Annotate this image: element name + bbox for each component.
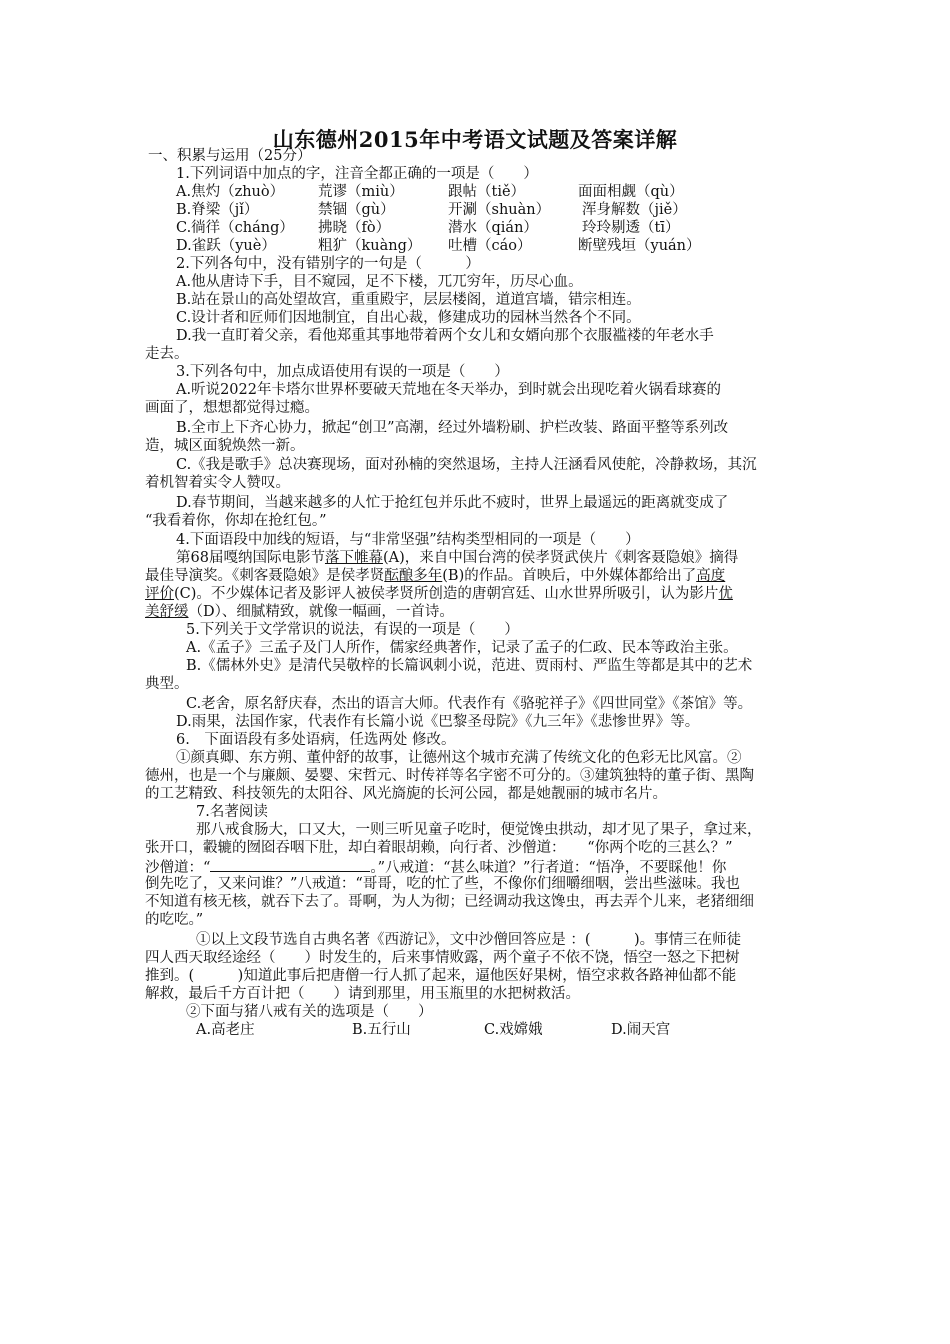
q1-option: 断壁残垣（yuán） <box>578 238 701 254</box>
q3-option-a: A.听说2022年卡塔尔世界杯要破天荒地在冬天举办，到时就会出现吃着火锅看球赛的 <box>176 382 721 398</box>
q2-option-b: B.站在景山的高处望故宫，重重殿宇，层层楼阁，道道宫墙，错宗相连。 <box>176 292 641 308</box>
q3-option-a-cont: 画面了，想想都觉得过瘾。 <box>145 400 319 416</box>
q4-passage-line: 评价(C)。不少媒体记者及影评人被侯孝贤所创造的唐朝宫廷、山水世界所吸引，认为影片优 <box>145 586 733 602</box>
q2-option-a: A.他从唐诗下手，目不窥园，足不下楼，兀兀穷年，历尽心血。 <box>176 274 583 290</box>
q1-option: 面面相觑（qù） <box>578 184 684 200</box>
q1-option: 跟帖（tiě） <box>448 184 526 200</box>
q3-option-b-cont: 造，城区面貌焕然一新。 <box>145 438 305 454</box>
q1-stem: 1.下列词语中加点的字，注音全都正确的一项是（ ） <box>176 166 538 182</box>
q1-option: 玲玲剔透（tī） <box>582 220 680 236</box>
q3-option-c: C.《我是歌手》总决赛现场，面对孙楠的突然退场，主持人汪涵看风使舵，冷静救场，其沉 <box>176 457 757 473</box>
q7-subquestion-1-cont: 推到。( )知道此事后把唐僧一行人抓了起来，逼他医好果树，悟空求救各路神仙都不能 <box>145 968 737 984</box>
q3-option-d: D.春节期间，当越来越多的人忙于抢红包并乐此不疲时，世界上最遥远的距离就变成了 <box>176 495 729 511</box>
q1-option: 拂晓（fò） <box>318 220 391 236</box>
answer-blank[interactable] <box>210 857 370 872</box>
q7-passage-line: 不知道有核无核，就吞下去了。哥啊，为人为彻；已经调动我这馋虫，再去弄个儿来，老猪细细 <box>145 894 754 910</box>
q7-subquestion-1: ①以上文段节选自古典名著《西游记》，文中沙僧回答应是 ：( )。事情三在师徒 <box>196 932 742 948</box>
q6-passage-line: 德州，也是一个与廉颇、晏婴、宋哲元、时传祥等名字密不可分的。③建筑独特的董子街、黑陶 <box>145 768 754 784</box>
q4-stem: 4.下面语段中加线的短语，与“非常坚强”结构类型相同的一项是（ ） <box>176 532 640 548</box>
q1-option: 浑身解数（jiě） <box>582 202 687 218</box>
q1-option: 潜水（qián） <box>448 220 538 236</box>
q5-option-a: A.《孟子》三孟子及门人所作，儒家经典著作，记录了孟子的仁政、民本等政治主张。 <box>186 640 738 656</box>
q1-option: C.徜徉（cháng） <box>176 220 294 236</box>
q7-subquestion-1-cont: 解救，最后千方百计把（ ）请到那里，用玉瓶里的水把树救活。 <box>145 986 580 1002</box>
q7-option: B.五行山 <box>352 1022 411 1038</box>
q3-option-c-cont: 着机智着实令人赞叹。 <box>145 475 290 491</box>
q6-passage-line: 的工艺精致、科技领先的太阳谷、风光旖旎的长河公园，都是她靓丽的城市名片。 <box>145 786 667 802</box>
q2-option-c: C.设计者和匠师们因地制宜，自出心裁，修建成功的园林当然各个不同。 <box>176 310 641 326</box>
q7-passage-line: 那八戒食肠大，口又大，一则三听见童子吃时，便觉馋虫拱动，却才见了果子，拿过来， <box>196 822 762 838</box>
q5-option-b: B.《儒林外史》是清代吴敬梓的长篇讽刺小说，范进、贾雨村、严监生等都是其中的艺术 <box>186 658 753 674</box>
q1-option: B.脊梁（jǐ） <box>176 202 259 218</box>
q2-stem: 2.下列各句中，没有错别字的一句是（ ） <box>176 256 480 272</box>
q6-stem: 6. 下面语段有多处语病，任选两处 修改。 <box>176 732 456 748</box>
q7-option: A.高老庄 <box>196 1022 255 1038</box>
q1-option: 禁锢（gù） <box>318 202 395 218</box>
q5-option-c: C.老舍，原名舒庆春，杰出的语言大师。代表作有《骆驼祥子》《四世同堂》《茶馆》等。 <box>186 696 753 712</box>
q1-option: 吐槽（cáo） <box>448 238 532 254</box>
q1-option: 粗犷（kuàng） <box>318 238 422 254</box>
q1-option: 荒谬（miù） <box>318 184 404 200</box>
q5-option-d: D.雨果，法国作家，代表作有长篇小说《巴黎圣母院》《九三年》《悲惨世界》等。 <box>176 714 700 730</box>
q2-option-d-cont: 走去。 <box>145 346 189 362</box>
section-heading: 一、积累与运用（25分） <box>148 148 312 164</box>
q6-passage-line: ①颜真卿、东方朔、董仲舒的故事，让德州这个城市充满了传统文化的色彩无比风富。② <box>176 750 742 766</box>
q4-passage-line: 第68届嘎纳国际电影节落下帷幕(A)，来自中国台湾的侯孝贤武侠片《刺客聂隐娘》摘得 <box>176 550 739 566</box>
q7-passage-line: 倒先吃了，又来问谁？”八戒道：“哥哥，吃的忙了些，不像你们细嚼细咽，尝出些滋味。我也 <box>145 876 740 892</box>
q7-passage-line: 张开口，轂辘的囫囵吞咽下肚，却白着眼胡赖，向行者、沙僧道： “你两个吃的三甚么？” <box>145 840 733 856</box>
q5-stem: 5.下列关于文学常识的说法，有误的一项是（ ） <box>186 622 519 638</box>
q3-option-d-cont: “我看着你，你却在抢红包。” <box>145 513 327 529</box>
q7-passage-line: 的吃吃。” <box>145 912 204 928</box>
q7-passage-line: 沙僧道：“ 。”八戒道：“甚么味道？”行者道：“悟净，不要睬他！你 <box>145 857 726 878</box>
q3-option-b: B.全市上下齐心协力，掀起“创卫”高潮，经过外墙粉刷、护栏改装、路面平整等系列改 <box>176 420 729 436</box>
q3-stem: 3.下列各句中，加点成语使用有误的一项是（ ） <box>176 364 509 380</box>
q1-option: 开涮（shuàn） <box>448 202 551 218</box>
q7-subquestion-1-cont: 四人西天取经途经（ ）时发生的，后来事情败露，两个童子不依不饶，悟空一怒之下把树 <box>145 950 740 966</box>
q7-option: D.闹天宫 <box>611 1022 671 1038</box>
page-title: 山东德州2015年中考语文试题及答案详解 <box>272 127 678 152</box>
q1-option: D.雀跃（yuè） <box>176 238 276 254</box>
q5-option-b-cont: 典型。 <box>145 676 189 692</box>
q4-passage-line: 美舒缓（D）、细腻精致，就像一幅画，一首诗。 <box>145 604 454 620</box>
q7-option: C.戏嫦娥 <box>484 1022 543 1038</box>
q2-option-d: D.我一直盯着父亲，看他郑重其事地带着两个女儿和女婿向那个衣服褴褛的年老水手 <box>176 328 714 344</box>
q1-option: A.焦灼（zhuò） <box>176 184 285 200</box>
q7-stem: 7.名著阅读 <box>196 804 268 820</box>
q7-subquestion-2: ②下面与猪八戒有关的选项是（ ） <box>186 1004 433 1020</box>
q4-passage-line: 最佳导演奖。《刺客聂隐娘》是侯孝贤酝酿多年(B)的作品。首映后，中外媒体都给出了高度 <box>145 568 726 584</box>
